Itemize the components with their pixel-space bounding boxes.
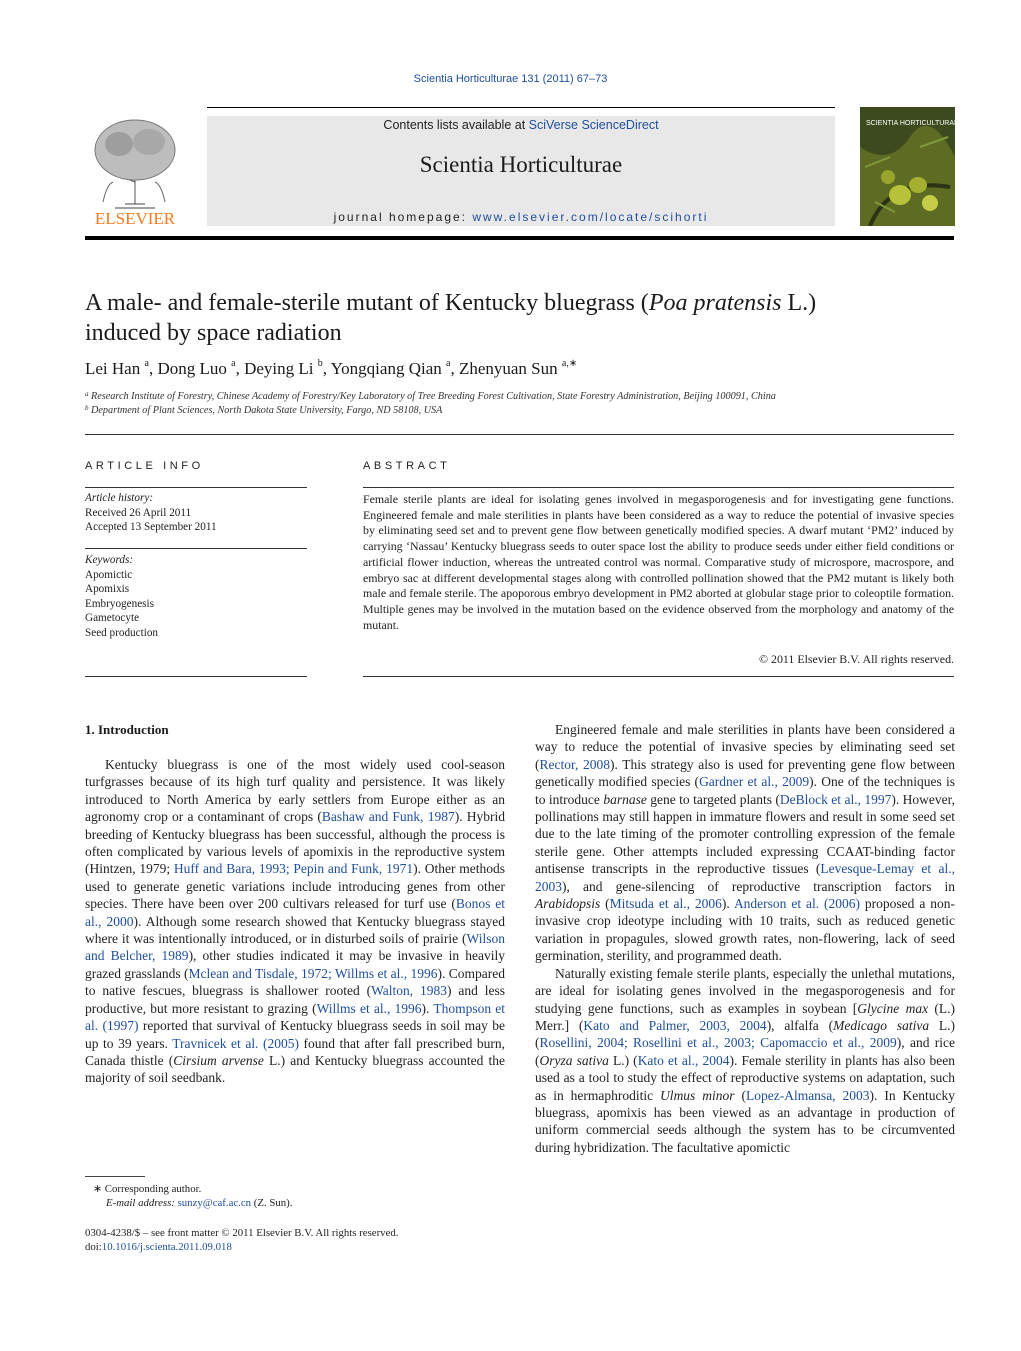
species-name: Oryza sativa xyxy=(539,1052,609,1068)
citation-link[interactable]: Gardner et al., 2009 xyxy=(699,774,810,790)
elsevier-logo xyxy=(85,112,185,230)
citation-link[interactable]: Bashaw and Funk, 1987 xyxy=(321,809,455,825)
keyword: Gametocyte xyxy=(85,612,140,624)
paragraph xyxy=(535,965,955,1156)
elsevier-tree-icon xyxy=(85,112,185,230)
text: ), and rice ( xyxy=(535,1035,956,1068)
body-column-left xyxy=(85,756,505,1087)
text: ). Other methods used to generate genetic variations include introducing genes from other species. There have been over 200 cultivars released for turf use ( xyxy=(85,861,506,912)
text: ). However, pollinations may still happen in immature flowers and result in some seed set due to the late timing of the promoter controlling expression of the female sterile gene. Other attempts included expressing CCAAT-binding factor antisense transcripts in the reproductive tissues ( xyxy=(535,791,955,877)
species-name: Medicago sativa xyxy=(833,1017,930,1033)
author-list: Lei Han $^a$, Dong Luo $^a$, Deying Li $^b$, Yongqiang Qian $^a$, Zhenyuan Sun $^{a,∗}$ xyxy=(85,358,578,378)
paragraph xyxy=(85,756,505,1087)
doi-link[interactable]: 10.1016/j.scienta.2011.09.018 xyxy=(101,1241,232,1253)
affiliation-mark: b xyxy=(85,404,89,412)
publisher-wordmark: ELSEVIER xyxy=(94,209,176,228)
contents-prefix: Contents lists available at xyxy=(383,118,529,132)
text: ), other studies indicated it may be invasive in heavily grazed grasslands ( xyxy=(85,948,505,981)
citation-link[interactable]: Willms et al., 1996 xyxy=(316,1000,422,1016)
text: Kentucky bluegrass is one of the most widely used cool-season turfgrasses because of its high turf quality and persistence. It was likely introduced to North America by early settlers from Europe either as an agronomy crop or a contaminant of crops ( xyxy=(85,757,505,825)
title-species: Poa pratensis xyxy=(648,290,782,316)
species-name: Ulmus minor xyxy=(660,1087,735,1103)
doi-label: doi: xyxy=(85,1241,102,1253)
history-label: Article history: xyxy=(85,492,154,504)
author-affil-mark[interactable]: a xyxy=(144,358,149,369)
journal-reference[interactable]: Scientia Horticulturae 131 (2011) 67–73 xyxy=(413,73,608,85)
email-label: E-mail address: xyxy=(106,1197,178,1209)
article-history xyxy=(85,491,307,535)
species-name: Cirsium arvense xyxy=(173,1052,264,1068)
issn-line: 0304-4238/$ – see front matter © 2011 Elsevier B.V. All rights reserved. xyxy=(85,1227,399,1239)
cover-image-icon xyxy=(860,107,955,226)
affiliation-mark: a xyxy=(85,390,89,398)
citation-link[interactable]: Bonos et al., 2000 xyxy=(85,896,505,929)
accepted-date: Accepted 13 September 2011 xyxy=(85,521,217,533)
text: (L.) Merr.] ( xyxy=(535,1000,955,1033)
divider xyxy=(85,434,954,435)
author-affil-mark[interactable]: a,∗ xyxy=(561,358,578,369)
citation-link[interactable]: Rosellini, 2004; Rosellini et al., 2003; Capomaccio et al., 2009 xyxy=(539,1035,897,1051)
email-link[interactable]: sunzy@caf.ac.cn xyxy=(177,1197,252,1209)
contents-line xyxy=(207,118,835,132)
author-affil-mark[interactable]: a xyxy=(445,358,451,369)
email-suffix: (Z. Sun). xyxy=(251,1197,293,1209)
keyword: Apomixis xyxy=(85,583,130,595)
journal-cover[interactable] xyxy=(860,107,955,226)
text: ). Compared to native fescues, bluegrass is shallower rooted ( xyxy=(85,965,505,999)
corresponding-author-note: ∗ Corresponding author. xyxy=(93,1183,202,1195)
journal-title: Scientia Horticulturae xyxy=(419,152,623,177)
cover-title: SCIENTIA HORTICULTURAE xyxy=(866,120,955,127)
text: ). In Kentucky bluegrass, apomixis has been viewed as an advantage in production of uniform commercial seeds although the system has to be circumvented during hybridization. The facultative apomictic xyxy=(535,1087,956,1155)
text: ). xyxy=(421,1000,434,1016)
citation-link[interactable]: Mclean and Tisdale, 1972; Willms et al., 1996 xyxy=(188,965,438,981)
text: ). This strategy also is used for preventing gene flow between genetically modified species ( xyxy=(535,756,955,790)
received-date: Received 26 April 2011 xyxy=(85,506,192,519)
abstract-copyright: © 2011 Elsevier B.V. All rights reserved. xyxy=(759,652,954,666)
affiliation-a xyxy=(85,391,965,402)
abstract-text: Female sterile plants are ideal for isolating genes involved in megasporogenesis and for investigating gene functions. Engineered female and male sterilities in plants have been considered as a way to reduce the potential of invasive species by eliminating seed set and to prevent gene flow between genetically modified species. A dwarf mutant ‘PM2’ induced by carrying ‘Nassau’ Kentucky bluegrass seeds to outer space lost the ability to produce seeds under either field conditions or artificial flower induction, whereas the untreated control was normal. Comparative study of microspore, macrospore, and embryo sac at different developmental stages along with controlled pollination showed that the PM2 mutant is likely both male and female sterile. The apoporous embryo development in PM2 aborted at globular stage prior to coleoptile formation. Multiple genes may be involved in the mutation based on the evidence observed from the morphology and anatomy of the mutant. xyxy=(363,492,954,632)
divider xyxy=(363,676,954,677)
text: ). One of the techniques is to introduce xyxy=(535,774,955,807)
body-column-right xyxy=(535,721,955,1156)
text: reported that survival of Kentucky bluegrass seeds in soil may be up to 39 years. xyxy=(85,1018,505,1051)
text: ). Hybrid breeding of Kentucky bluegrass has been successful, although the process is often complicated by various levels of apomixis in the reproductive system (Hintzen, 1979; xyxy=(85,809,505,877)
author-affil-mark[interactable]: a xyxy=(231,358,236,369)
citation-link[interactable]: Mitsuda et al., 2006 xyxy=(609,896,722,912)
header-thick-rule xyxy=(85,236,954,240)
citation-link[interactable]: Lopez-Almansa, 2003 xyxy=(745,1087,870,1103)
paragraph xyxy=(535,721,955,965)
header-top-rule xyxy=(207,107,835,108)
text: ). Female sterility in plants has also been used as a tool to study the effect of reproductive systems on adaptation, such as in hermaphroditic xyxy=(535,1052,955,1103)
keywords xyxy=(85,553,307,640)
author-name[interactable]: Deying Li xyxy=(244,359,314,378)
citation-link[interactable]: Anderson et al. (2006) xyxy=(733,896,861,912)
citation-link[interactable]: Rector, 2008 xyxy=(539,756,610,772)
author-affil-mark[interactable]: b xyxy=(317,358,323,369)
affiliation-text: Department of Plant Sciences, North Dakota State University, Fargo, ND 58108, USA xyxy=(91,405,443,416)
title-part: L.) xyxy=(781,290,817,316)
keyword: Embryogenesis xyxy=(85,597,154,610)
text: ). Although some research showed that Kentucky bluegrass stayed where it was intentionally introduced, or in disturbed soils of prairie ( xyxy=(85,913,505,947)
text: proposed a non-invasive crop ideotype including with 10 traits, such as reduced genetic variation in propagules, slowed growth rates, non-flowering, lack of seed germination, sterility, and programmed death. xyxy=(535,896,955,964)
homepage-link[interactable]: www.elsevier.com/locate/scihorti xyxy=(472,210,709,224)
author-name[interactable]: Lei Han xyxy=(85,359,141,378)
title-part: A male- and female-sterile mutant of Kentucky bluegrass ( xyxy=(85,290,649,316)
text: ( xyxy=(600,896,610,912)
citation-link[interactable]: Walton, 1983 xyxy=(371,983,448,999)
footnote-rule xyxy=(85,1176,145,1177)
divider xyxy=(85,487,307,488)
species-name: Glycine max xyxy=(857,1000,929,1016)
keyword: Apomictic xyxy=(85,568,133,581)
sciencedirect-link[interactable]: SciVerse ScienceDirect xyxy=(528,118,659,132)
citation-link[interactable]: Kato et al., 2004 xyxy=(637,1052,730,1068)
author-name[interactable]: Zhenyuan Sun xyxy=(458,359,558,378)
text: found that after fall prescribed burn, Canada thistle ( xyxy=(85,1035,505,1068)
text: ), alfalfa ( xyxy=(766,1017,834,1033)
gene-name: barnase xyxy=(603,791,647,807)
author-name[interactable]: Yongqiang Qian xyxy=(330,359,442,378)
text: ) and less productive, but more resistant to grazing ( xyxy=(85,983,505,1016)
text: L.) and Kentucky bluegrass accounted the majority of soil seedbank. xyxy=(85,1052,505,1086)
text: ), and gene-silencing of reproductive transcription factors in xyxy=(562,878,955,894)
citation-link[interactable]: Kato and Palmer, 2003, 2004 xyxy=(583,1017,767,1033)
keyword: Seed production xyxy=(85,626,159,639)
article-title xyxy=(85,288,945,348)
citation-link[interactable]: Wilson and Belcher, 1989 xyxy=(85,931,505,964)
homepage-prefix: journal homepage: xyxy=(333,210,473,224)
article-info-heading: ARTICLE INFO xyxy=(85,460,204,472)
text: L.) ( xyxy=(535,1017,955,1051)
text: Engineered female and male sterilities in plants have been considered a way to reduce the potential of invasive species by eliminating seed set ( xyxy=(535,722,955,772)
keywords-label: Keywords: xyxy=(85,554,134,566)
text: L.) ( xyxy=(608,1052,638,1068)
citation-link[interactable]: Levesque-Lemay et al., 2003 xyxy=(535,861,955,894)
citation-link[interactable]: Huff and Bara, 1993; Pepin and Funk, 1971 xyxy=(173,861,414,877)
affiliation-b xyxy=(85,405,965,416)
affiliation-text: Research Institute of Forestry, Chinese Academy of Forestry/Key Laboratory of Tree Breeding Forest Cultivation, State Forestry Administration, Beijing 100091, China xyxy=(91,391,776,402)
homepage-line xyxy=(207,210,835,224)
author-name[interactable]: Dong Luo xyxy=(157,359,227,378)
title-line2: induced by space radiation xyxy=(85,320,342,346)
divider xyxy=(363,487,954,488)
citation-link[interactable]: DeBlock et al., 1997 xyxy=(779,791,892,807)
text: ( xyxy=(734,1087,746,1103)
text: Naturally existing female sterile plants, especially the unlethal mutations, are ideal for isolating genes involved in the megasporogenesis and for studying gene functions, such as examples in soybean [ xyxy=(535,965,955,1016)
divider xyxy=(85,548,307,549)
doi-line xyxy=(85,1240,232,1254)
species-name: Arabidopsis xyxy=(535,896,601,912)
abstract-heading: ABSTRACT xyxy=(363,460,451,472)
section-heading-introduction: 1. Introduction xyxy=(85,722,169,737)
divider xyxy=(85,676,307,677)
text: gene to targeted plants ( xyxy=(646,791,780,807)
email-note xyxy=(106,1196,292,1210)
text: ). xyxy=(721,896,734,912)
citation-link[interactable]: Thompson et al. (1997) xyxy=(85,1000,505,1034)
citation-link[interactable]: Travnicek et al. (2005) xyxy=(172,1035,299,1051)
